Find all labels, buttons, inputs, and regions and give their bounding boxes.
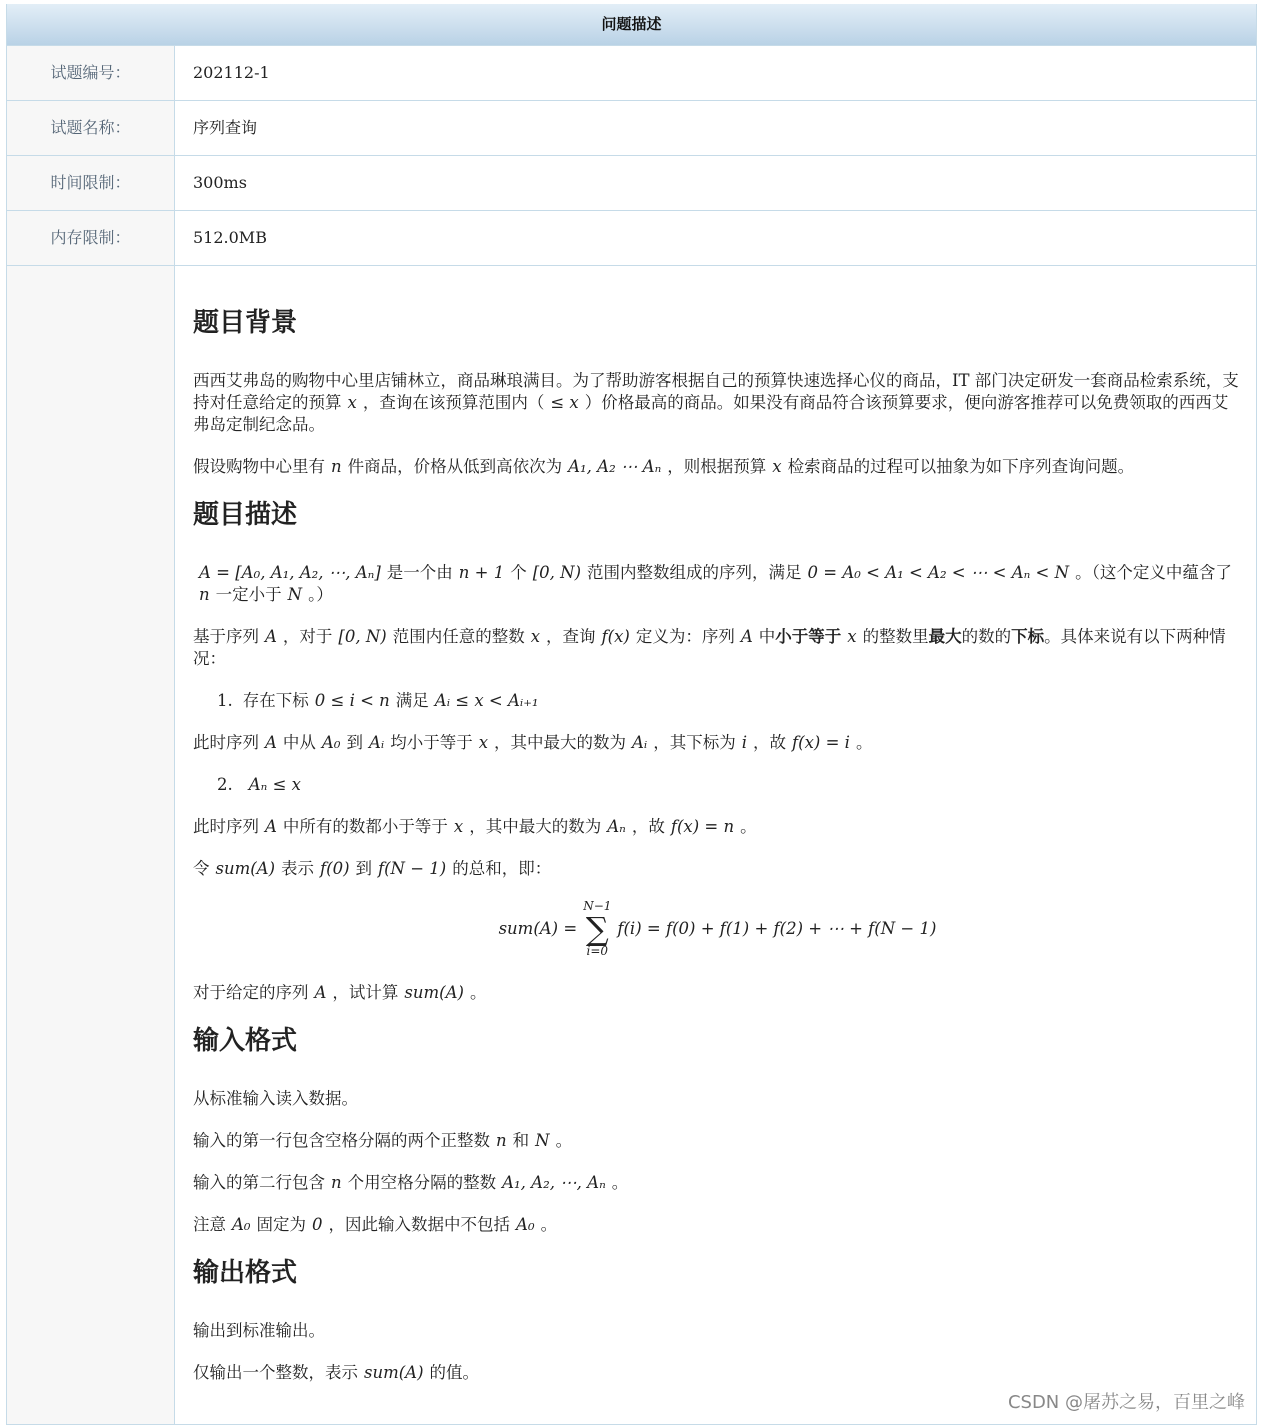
section-title: 题目描述 <box>193 500 298 530</box>
math-expr: 0 ≤ i < n <box>314 691 390 710</box>
meta-row <box>7 100 1256 155</box>
math-expr: A₀ <box>232 1215 251 1234</box>
formula-rhs: f(i) = f(0) + f(1) + f(2) + ⋯ + f(N − 1) <box>617 919 937 938</box>
paragraph <box>193 1320 1242 1342</box>
meta-value: 序列查询 <box>193 118 258 137</box>
section-title: 输入格式 <box>193 1026 298 1056</box>
text-span: 下标 <box>1011 627 1045 646</box>
text-span: ，其中最大的数为 <box>494 733 627 752</box>
math-expr: N <box>287 585 303 604</box>
math-expr: [0, N) <box>338 627 387 646</box>
math-expr: f(N − 1) <box>378 859 447 878</box>
text-span: 的数的 <box>961 627 1012 646</box>
text-span: 小于等于 <box>775 627 842 646</box>
text-span: 到 <box>355 859 373 878</box>
text-span: 满足 <box>395 691 429 710</box>
text-span: 存在下标 <box>242 691 309 710</box>
math-expr: A <box>314 983 327 1002</box>
meta-value: 512.0MB <box>193 228 267 247</box>
math-expr: ≤ x <box>550 393 579 412</box>
math-expr: A = [A₀, A₁, A₂, ⋯, Aₙ] <box>199 563 381 582</box>
text-span: 输入的第二行包含 <box>193 1173 325 1192</box>
math-expr: f(x) = n <box>670 817 735 836</box>
problem-content <box>175 266 1256 1424</box>
math-expr: sum(A) <box>404 983 464 1002</box>
math-expr: n <box>496 1131 507 1150</box>
text-span: 中 <box>758 627 776 646</box>
text-span: 和 <box>512 1131 530 1150</box>
sigma-symbol <box>583 900 611 958</box>
math-expr: A <box>740 627 753 646</box>
text-span: 。具体来说有以下两种情况： <box>193 627 1226 668</box>
sigma-upper: N−1 <box>583 899 612 913</box>
text-span: 个 <box>510 563 527 582</box>
paragraph <box>193 1088 1242 1110</box>
paragraph <box>193 1130 1242 1152</box>
meta-label: 试题名称： <box>7 101 175 155</box>
math-expr: f(x) <box>601 627 630 646</box>
math-expr: A <box>265 627 277 646</box>
list-item <box>193 774 1242 796</box>
math-expr: f(0) <box>320 859 350 878</box>
text-span: 件商品，价格从低到高依次为 <box>347 457 563 476</box>
text-span: 注意 <box>193 1215 226 1234</box>
math-expr: [0, N) <box>532 563 582 582</box>
math-expr: sum(A) <box>364 1363 424 1382</box>
text-span: 基于序列 <box>193 627 259 646</box>
paragraph <box>193 732 1242 754</box>
text-span: 。 <box>855 733 873 752</box>
text-span: ，故 <box>631 817 665 836</box>
text-span: 。 <box>555 1131 573 1150</box>
text-span: 一定小于 <box>215 585 282 604</box>
math-expr: 0 <box>312 1215 323 1234</box>
text-span: 此时序列 <box>193 733 259 752</box>
text-span: 的总和，即： <box>452 859 552 878</box>
math-expr: x <box>530 627 541 646</box>
meta-row <box>7 210 1256 265</box>
math-expr: x <box>347 393 357 412</box>
math-expr: sum(A) <box>215 859 276 878</box>
text-span: ，故 <box>753 733 787 752</box>
list-number: 1. <box>217 691 233 710</box>
math-expr: f(x) = i <box>792 733 850 752</box>
text-span: 。） <box>308 585 333 604</box>
watermark: CSDN @屠苏之易，百里之峰 <box>1007 1392 1245 1413</box>
table-header: 问题描述 <box>7 4 1256 45</box>
paragraph <box>193 858 1242 880</box>
text-span: 的整数里 <box>862 627 929 646</box>
paragraph <box>193 626 1242 670</box>
text-span: 到 <box>346 733 363 752</box>
text-span: 。 <box>469 983 487 1002</box>
paragraph <box>193 456 1242 478</box>
math-expr: 0 = A₀ < A₁ < A₂ < ⋯ < Aₙ < N <box>807 563 1070 582</box>
math-expr: Aᵢ <box>632 733 648 752</box>
content-row <box>7 265 1256 1424</box>
math-expr: n <box>331 457 342 476</box>
paragraph <box>193 562 1242 606</box>
problem-table <box>6 4 1257 1425</box>
math-expr: A₀ <box>321 733 341 752</box>
text-span: ，对于 <box>282 627 333 646</box>
text-span: 此时序列 <box>193 817 259 836</box>
text-span: ，查询 <box>546 627 596 646</box>
sigma-lower: i=0 <box>586 944 609 958</box>
text-span: 中从 <box>282 733 316 752</box>
math-expr: x <box>772 457 782 476</box>
meta-row <box>7 45 1256 100</box>
list-number: 2. <box>217 775 233 794</box>
text-span: 令 <box>193 859 210 878</box>
text-span: 个用空格分隔的整数 <box>347 1173 497 1192</box>
text-span: ，试计算 <box>332 983 399 1002</box>
paragraph <box>193 370 1242 436</box>
text-span: ）价格最高的商品。如果没有商品符合该预算要求，便向游客推荐可以免费领取的西西艾弗岛定制纪念品。 <box>193 393 1229 434</box>
list-item <box>193 690 1242 712</box>
section-title: 题目背景 <box>193 308 298 338</box>
text-span: 对于给定的序列 <box>193 983 309 1002</box>
math-expr: N <box>535 1131 550 1150</box>
text-span: 假设购物中心里有 <box>193 457 325 476</box>
math-expr: Aₙ <box>607 817 626 836</box>
meta-value: 300ms <box>193 173 247 192</box>
math-expr: Aᵢ ≤ x < Aᵢ₊₁ <box>434 691 539 710</box>
math-expr: i <box>741 733 748 752</box>
math-expr: A <box>265 817 277 836</box>
text-span: 固定为 <box>256 1215 307 1234</box>
meta-value: 202112-1 <box>193 63 270 82</box>
text-span: ，因此输入数据中不包括 <box>328 1215 511 1234</box>
formula-lhs: sum(A) = <box>498 919 578 938</box>
text-span: 输出到标准输出。 <box>193 1321 325 1340</box>
text-span: 仅输出一个整数，表示 <box>193 1363 358 1382</box>
text-span: ，其中最大的数为 <box>469 817 602 836</box>
text-span: ，则根据预算 <box>667 457 767 476</box>
meta-label: 时间限制： <box>7 156 175 210</box>
text-span: 范围内任意的整数 <box>392 627 525 646</box>
text-span: 定义为：序列 <box>635 627 735 646</box>
text-span: ，查询在该预算范围内（ <box>362 393 545 412</box>
math-expr: x <box>847 627 857 646</box>
math-expr: A₁, A₂ ⋯ Aₙ <box>568 457 662 476</box>
math-expr: Aᵢ <box>368 733 385 752</box>
text-span: 是一个由 <box>386 563 453 582</box>
paragraph <box>193 1362 1242 1384</box>
text-span: 检索商品的过程可以抽象为如下序列查询问题。 <box>787 457 1135 476</box>
section-title: 输出格式 <box>193 1258 298 1288</box>
text-span: 中所有的数都小于等于 <box>282 817 448 836</box>
math-expr: A₁, A₂, ⋯, Aₙ <box>502 1173 606 1192</box>
text-span: 。（这个定义中蕴含了 <box>1075 563 1232 582</box>
paragraph <box>193 982 1242 1004</box>
math-expr: x <box>478 733 489 752</box>
paragraph <box>193 1172 1242 1194</box>
text-span: 西西艾弗岛的购物中心里店铺林立，商品琳琅满目。为了帮助游客根据自己的预算快速选择心仪的商品，IT 部门决定研发一套商品检索系统，支持对任意给定的预算 <box>193 371 1239 412</box>
text-span: 。 <box>611 1173 629 1192</box>
math-expr: A₀ <box>516 1215 535 1234</box>
meta-label: 试题编号： <box>7 46 175 100</box>
math-expr: n <box>199 585 210 604</box>
text-span: 。 <box>740 817 757 836</box>
math-expr: x <box>453 817 464 836</box>
text-span: ，其下标为 <box>653 733 736 752</box>
math-expr: n <box>331 1173 342 1192</box>
text-span: 从标准输入读入数据。 <box>193 1089 358 1108</box>
meta-label: 内存限制： <box>7 211 175 265</box>
text-span: 最大 <box>928 627 962 646</box>
math-expr: n + 1 <box>458 563 505 582</box>
paragraph <box>193 1214 1242 1236</box>
text-span: 。 <box>540 1215 558 1234</box>
text-span: 表示 <box>281 859 315 878</box>
paragraph <box>193 816 1242 838</box>
math-expr: A <box>265 733 277 752</box>
meta-row <box>7 155 1256 210</box>
text-span: 的值。 <box>429 1363 480 1382</box>
text-span: 范围内整数组成的序列，满足 <box>587 563 802 582</box>
content-label-cell <box>7 266 175 1424</box>
sum-formula <box>193 900 1242 958</box>
sigma-icon: ∑ <box>585 910 609 948</box>
text-span: 输入的第一行包含空格分隔的两个正整数 <box>193 1131 490 1150</box>
math-expr: Aₙ ≤ x <box>248 775 301 794</box>
text-span: 均小于等于 <box>390 733 473 752</box>
